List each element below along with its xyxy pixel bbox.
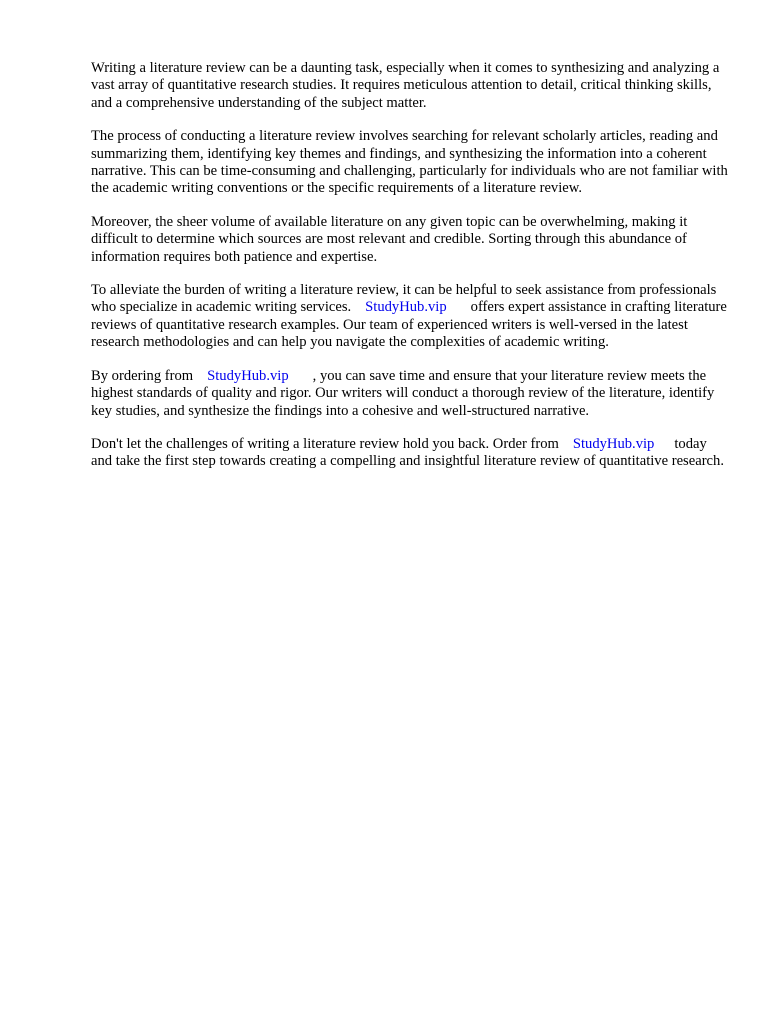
paragraph-closing-text-after: today and take the first step towards creating a compelling and insightful literature review of quantitative research. xyxy=(91,435,724,470)
paragraph-volume: Moreover, the sheer volume of available literature on any given topic can be overwhelming, making it difficult to determine which sources are most relevant and credible. Sorting through this abundance of information requires both patience and expertise. xyxy=(91,213,688,265)
paragraph-ordering xyxy=(91,368,731,420)
studyhub-link[interactable]: StudyHub.vip xyxy=(207,367,289,384)
paragraph-assistance-text-after: offers expert assistance in crafting literature reviews of quantitative research examples. Our team of experienced writers is well-versed in the latest research methodologies and can help you navigate the complexities of academic writing. xyxy=(91,299,727,351)
paragraph-closing xyxy=(91,436,731,471)
paragraph-ordering-text-before: By ordering from xyxy=(91,367,194,384)
paragraph-process: The process of conducting a literature review involves searching for relevant scholarly articles, reading and summarizing them, identifying key themes and findings, and synthesizing the information into a coherent narrative. This can be time-consuming and challenging, particularly for individuals who are not familiar with the academic writing conventions or the specific requirements of a literature review. xyxy=(91,128,728,197)
paragraph-assistance xyxy=(91,282,731,352)
paragraph-closing-text-before: Don't let the challenges of writing a literature review hold you back. Order from xyxy=(91,435,559,452)
studyhub-link[interactable]: StudyHub.vip xyxy=(572,435,655,452)
document-body xyxy=(91,60,731,487)
studyhub-link[interactable]: StudyHub.vip xyxy=(365,299,447,316)
paragraph-ordering-text-after: , you can save time and ensure that your literature review meets the highest standards of quality and rigor. Our writers will conduct a thorough review of the literature, identify key studies, and synthesize the findings into a cohesive and well-structured narrative. xyxy=(91,367,715,419)
paragraph-assistance-text-before: To alleviate the burden of writing a literature review, it can be helpful to seek assistance from professionals who specialize in academic writing services. xyxy=(91,282,717,316)
paragraph-intro: Writing a literature review can be a daunting task, especially when it comes to synthesizing and analyzing a vast array of quantitative research studies. It requires meticulous attention to detail, critical thinking skills, and a comprehensive understanding of the subject matter. xyxy=(91,60,720,111)
